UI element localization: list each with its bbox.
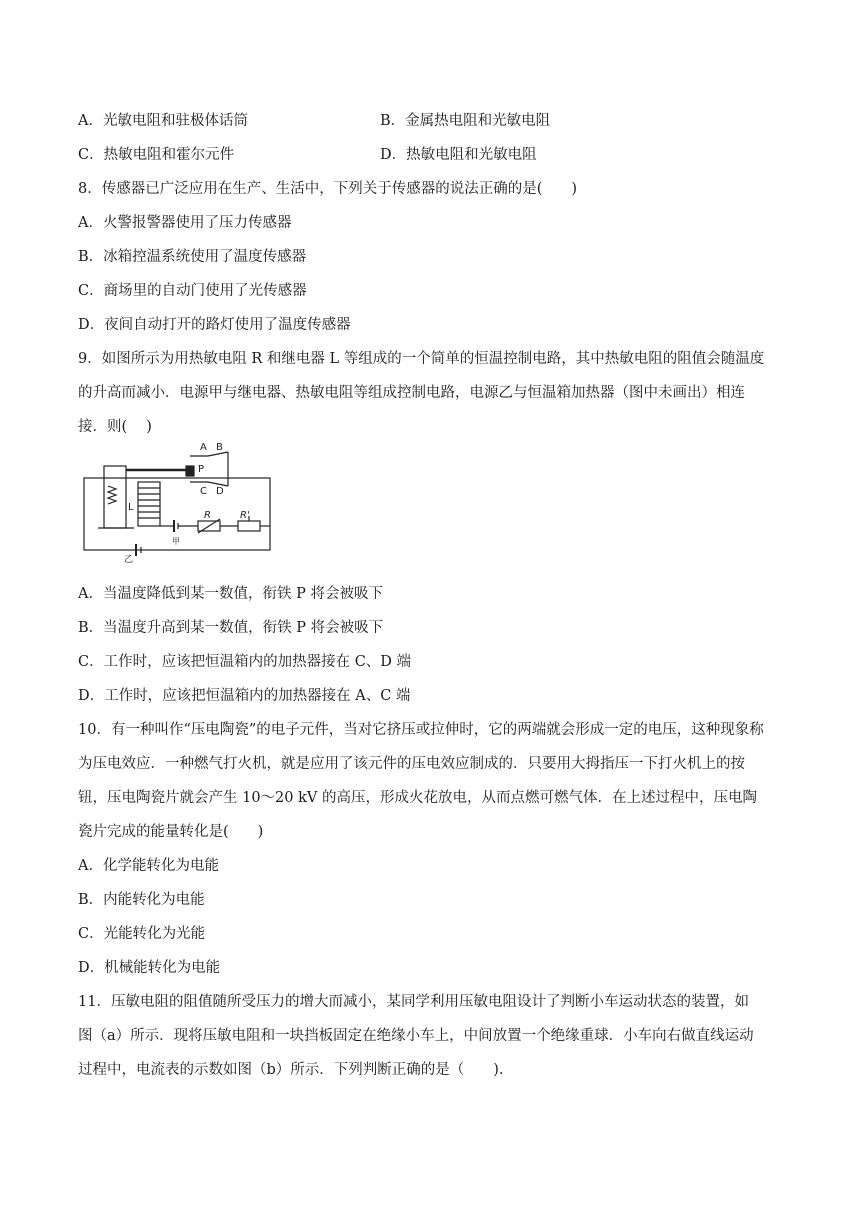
q9-option-d: D．工作时，应该把恒温箱内的加热器接在 A、C 端	[78, 688, 411, 704]
q9-option-b: B．当温度升高到某一数值，衔铁 P 将会被吸下	[78, 620, 384, 636]
q11-stem-line-3: 过程中，电流表的示数如图（b）所示．下列判断正确的是（ ).	[78, 1062, 504, 1078]
q9-stem-line-3: 接．则( )	[78, 419, 152, 435]
q7-option-d: D．热敏电阻和光敏电阻	[380, 147, 537, 163]
figure-label-d: D	[216, 486, 224, 497]
q10-option-c: C．光能转化为光能	[78, 926, 206, 942]
q7-option-c: C．热敏电阻和霍尔元件	[78, 147, 235, 163]
q7-option-b: B．金属热电阻和光敏电阻	[380, 113, 551, 129]
q10-stem-line-3: 钮，压电陶瓷片就会产生 10～20 kV 的高压，形成火花放电，从而点燃可燃气体．在上述过程中，压电陶	[78, 790, 757, 806]
q9-option-a: A．当温度降低到某一数值，衔铁 P 将会被吸下	[78, 586, 383, 602]
q9-stem-line-2: 的升高而减小．电源甲与继电器、热敏电阻等组成控制电路，电源乙与恒温箱加热器（图中未画出）相连	[78, 385, 745, 401]
q11-stem-line-1: 11．压敏电阻的阻值随所受压力的增大而减小，某同学利用压敏电阻设计了判断小车运动状态的装置，如	[78, 994, 749, 1010]
figure-label-a: A	[200, 442, 207, 453]
q8-option-b: B．冰箱控温系统使用了温度传感器	[78, 249, 307, 265]
q8-stem: 8．传感器已广泛应用在生产、生活中，下列关于传感器的说法正确的是( )	[78, 181, 578, 197]
q11-stem-line-2: 图（a）所示．现将压敏电阻和一块挡板固定在绝缘小车上，中间放置一个绝缘重球．小车向右做直线运动	[78, 1028, 754, 1044]
figure-label-r: R	[204, 510, 211, 521]
figure-label-jia: 甲	[172, 537, 180, 546]
q10-option-d: D．机械能转化为电能	[78, 960, 221, 976]
figure-label-l: L	[128, 502, 134, 513]
figure-label-r-prime: R'	[240, 510, 250, 521]
q8-option-c: C．商场里的自动门使用了光传感器	[78, 283, 307, 299]
q8-option-a: A．火警报警器使用了压力传感器	[78, 215, 292, 231]
q10-stem-line-2: 为压电效应．一种燃气打火机，就是应用了该元件的压电效应制成的．只要用大拇指压一下打火机上的按	[78, 756, 745, 772]
figure-label-yi: 乙	[124, 555, 134, 565]
q7-option-a: A．光敏电阻和驻极体话筒	[78, 113, 248, 129]
q10-option-a: A．化学能转化为电能	[78, 858, 219, 874]
figure-label-c: C	[200, 486, 207, 497]
q9-circuit-diagram	[78, 436, 278, 566]
q9-stem-line-1: 9．如图所示为用热敏电阻 R 和继电器 L 等组成的一个简单的恒温控制电路，其中热敏电阻的阻值会随温度	[78, 351, 765, 367]
figure-label-b: B	[216, 442, 223, 453]
q8-option-d: D．夜间自动打开的路灯使用了温度传感器	[78, 317, 351, 333]
q9-option-c: C．工作时，应该把恒温箱内的加热器接在 C、D 端	[78, 654, 412, 670]
q10-option-b: B．内能转化为电能	[78, 892, 205, 908]
q10-stem-line-4: 瓷片完成的能量转化是( )	[78, 824, 264, 840]
q10-stem-line-1: 10．有一种叫作“压电陶瓷”的电子元件，当对它挤压或拉伸时，它的两端就会形成一定的电压，这种现象称	[78, 722, 764, 738]
figure-label-p: P	[198, 464, 205, 475]
